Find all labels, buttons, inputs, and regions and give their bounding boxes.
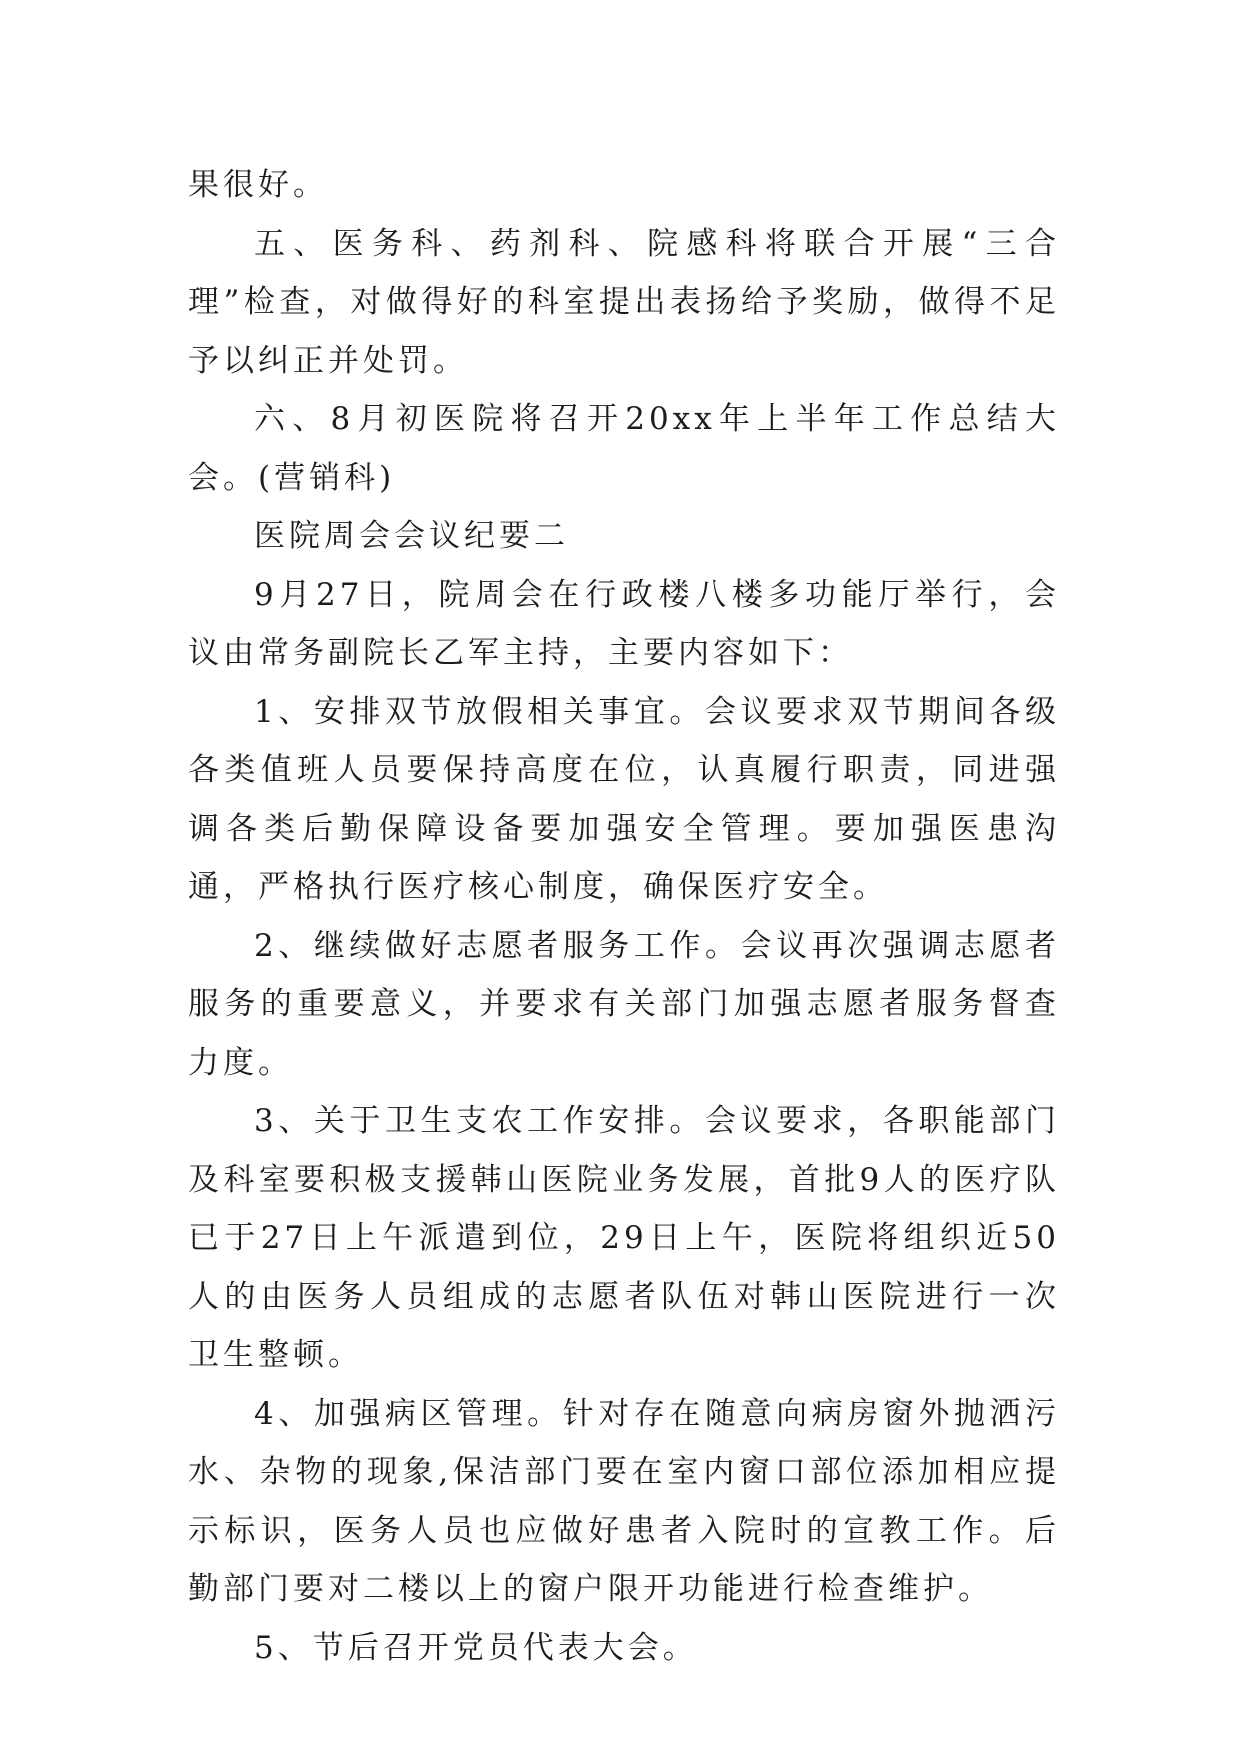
paragraph-item-4: 4、加强病区管理。针对存在随意向病房窗外抛洒污水、杂物的现象,保洁部门要在室内窗口部位添加相应提示标识，医务人员也应做好患者入院时的宣教工作。后勤部门要对二楼以上的窗户限开功能进行检查维护。 xyxy=(188,1395,1060,1607)
section-heading: 医院周会会议纪要二 xyxy=(254,518,569,554)
paragraph-continuation: 果很好。 xyxy=(188,167,328,203)
paragraph-item-1: 1、安排双节放假相关事宜。会议要求双节期间各级各类值班人员要保持高度在位，认真履行职责，同进强调各类后勤保障设备要加强安全管理。要加强医患沟通，严格执行医疗核心制度，确保医疗安全。 xyxy=(188,693,1060,905)
document-body xyxy=(188,156,1060,1677)
paragraph-item-six: 六、8月初医院将召开20xx年上半年工作总结大会。(营销科) xyxy=(188,401,1060,496)
paragraph-item-3: 3、关于卫生支农工作安排。会议要求，各职能部门及科室要积极支援韩山医院业务发展，首批9人的医疗队已于27日上午派遣到位，29日上午，医院将组织近50人的由医务人员组成的志愿者队伍对韩山医院进行一次卫生整顿。 xyxy=(188,1103,1060,1373)
paragraph-item-five: 五、医务科、药剂科、院感科将联合开展“三合理”检查，对做得好的科室提出表扬给予奖励，做得不足予以纠正并处罚。 xyxy=(188,225,1060,379)
paragraph-item-2: 2、继续做好志愿者服务工作。会议再次强调志愿者服务的重要意义，并要求有关部门加强志愿者服务督查力度。 xyxy=(188,927,1060,1081)
paragraph-item-5: 5、节后召开党员代表大会。 xyxy=(254,1629,698,1666)
paragraph-intro: 9月27日，院周会在行政楼八楼多功能厅举行，会议由常务副院长乙军主持，主要内容如下： xyxy=(188,576,1060,671)
